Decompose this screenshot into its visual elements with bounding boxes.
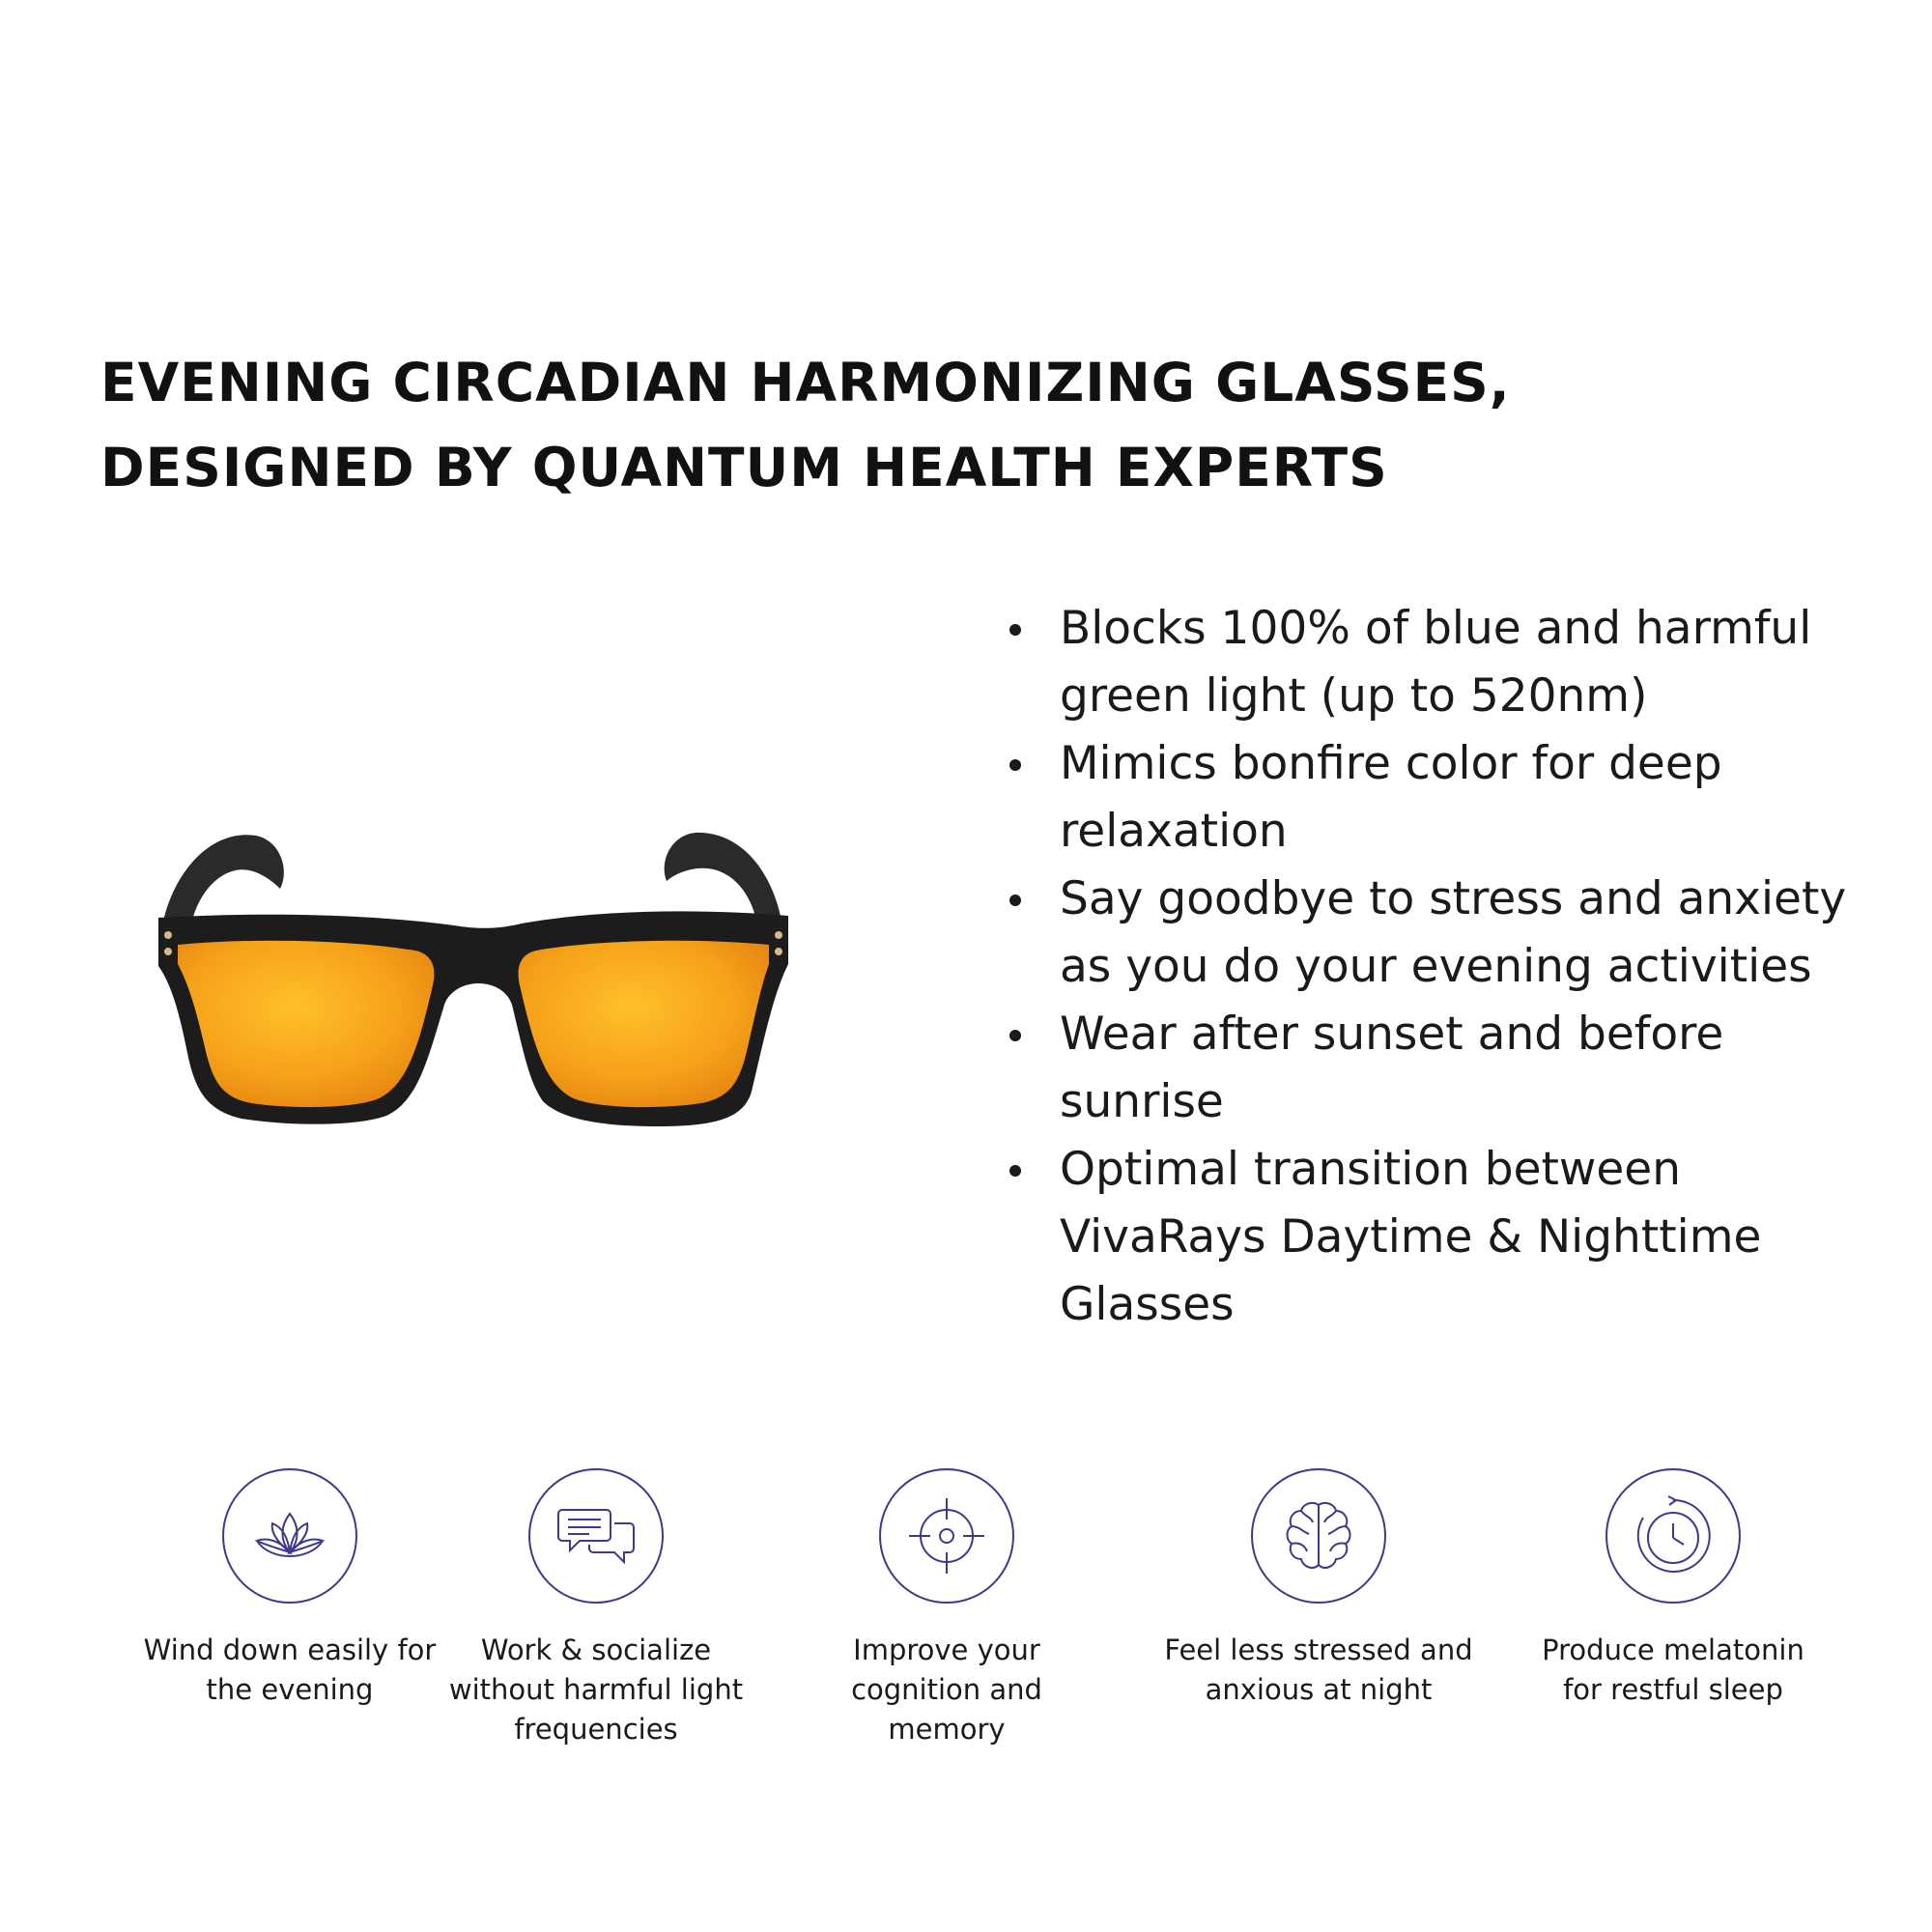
benefit-text: Mimics bonfire color for deep relaxation bbox=[1060, 737, 1722, 858]
benefit-item bbox=[1009, 1136, 1879, 1339]
bullet-icon bbox=[1009, 1165, 1021, 1177]
bullet-icon bbox=[1009, 895, 1021, 906]
feature-label: Work & socialize without harmful light frequencies bbox=[448, 1634, 744, 1746]
bullet-icon bbox=[1009, 759, 1021, 771]
lotus-icon bbox=[222, 1468, 357, 1604]
headline-line-1: EVENING CIRCADIAN HARMONIZING GLASSES, bbox=[100, 352, 1511, 413]
benefit-text: Say goodbye to stress and anxiety as you do your evening activities bbox=[1060, 872, 1847, 993]
bullet-icon bbox=[1009, 624, 1021, 636]
benefit-item bbox=[1009, 1001, 1879, 1136]
benefit-item bbox=[1009, 595, 1879, 730]
brain-icon bbox=[1251, 1468, 1386, 1604]
feature-label: Improve your cognition and memory bbox=[851, 1634, 1042, 1746]
feature-label: Feel less stressed and anxious at night bbox=[1164, 1634, 1473, 1706]
feature-row bbox=[0, 1468, 1932, 1777]
benefit-text: Wear after sunset and before sunrise bbox=[1060, 1008, 1724, 1128]
product-image-glasses bbox=[145, 811, 802, 1140]
benefit-text: Optimal transition between VivaRays Daytime & Nighttime Glasses bbox=[1060, 1143, 1762, 1331]
feature-work-socialize bbox=[441, 1468, 751, 1749]
benefit-item bbox=[1009, 866, 1879, 1001]
feature-less-stressed bbox=[1164, 1468, 1473, 1710]
feature-wind-down bbox=[135, 1468, 444, 1710]
benefit-item bbox=[1009, 730, 1879, 866]
bullet-icon bbox=[1009, 1030, 1021, 1041]
headline-line-2: DESIGNED BY QUANTUM HEALTH EXPERTS bbox=[100, 437, 1388, 498]
benefits-list bbox=[1009, 595, 1879, 1339]
benefit-text: Blocks 100% of blue and harmful green light (up to 520nm) bbox=[1060, 602, 1812, 723]
feature-cognition bbox=[792, 1468, 1101, 1749]
headline bbox=[100, 340, 1743, 510]
feature-label: Wind down easily for the evening bbox=[143, 1634, 437, 1706]
target-icon bbox=[879, 1468, 1014, 1604]
feature-melatonin bbox=[1519, 1468, 1828, 1710]
clock-cycle-icon bbox=[1605, 1468, 1741, 1604]
feature-label: Produce melatonin for restful sleep bbox=[1542, 1634, 1804, 1706]
chat-bubbles-icon bbox=[528, 1468, 664, 1604]
